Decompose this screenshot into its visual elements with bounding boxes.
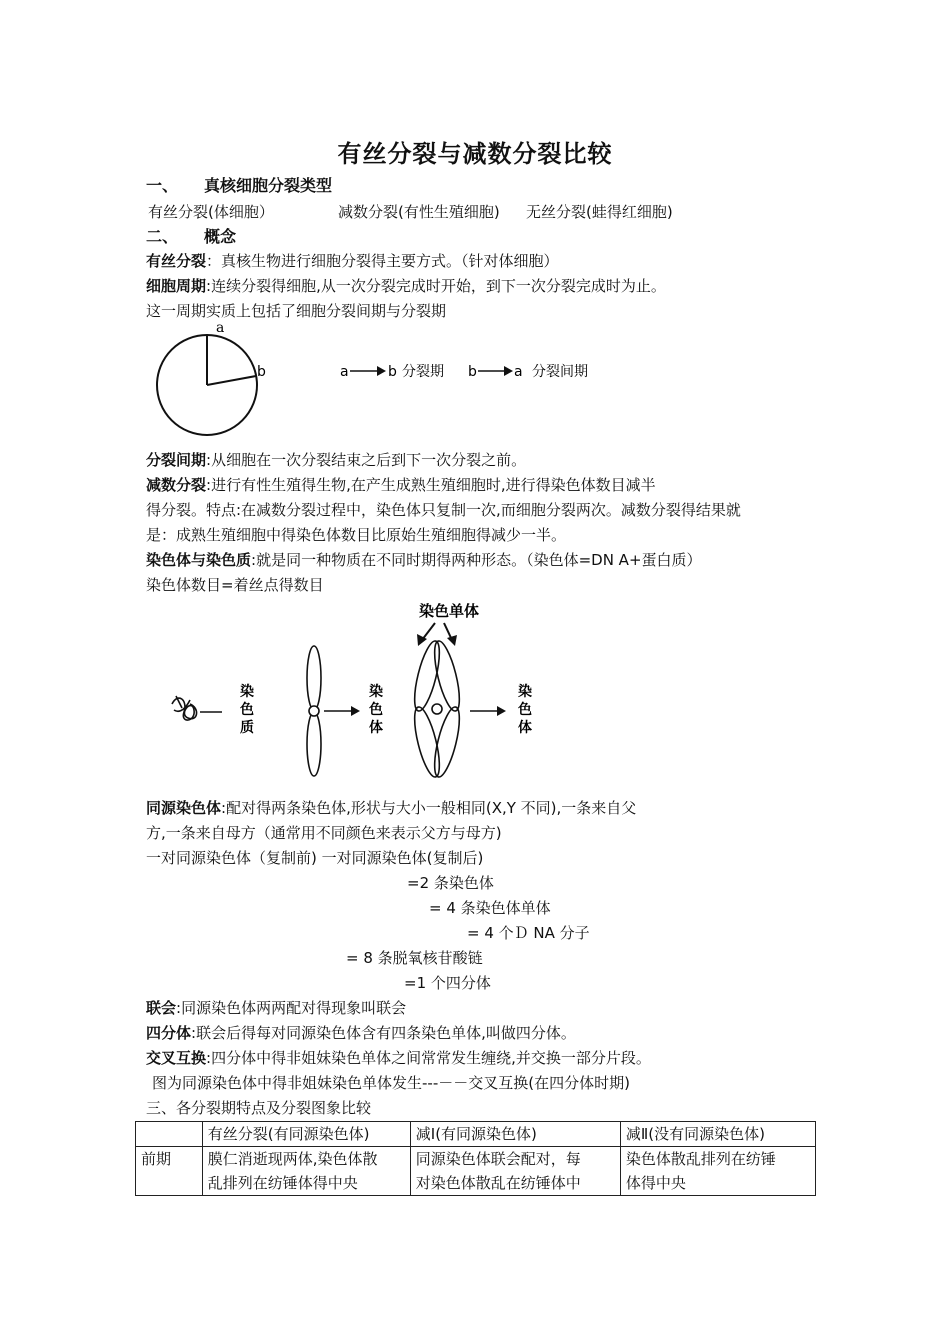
equation-3: = 4 个Ｄ NA 分子 bbox=[467, 924, 590, 942]
section-3-heading: 三、各分裂期特点及分裂图象比较 bbox=[146, 1099, 372, 1117]
label-chromosome-a-2: 色 bbox=[369, 702, 383, 718]
label-chromosome-a-1: 染 bbox=[369, 684, 383, 700]
meiosis-1-cell bbox=[410, 1147, 620, 1196]
synapsis-text: :同源染色体两两配对得现象叫联会 bbox=[176, 999, 407, 1017]
header-cell-mitosis: 有丝分裂(有同源染色体) bbox=[202, 1122, 410, 1147]
chromatid-label: 染色单体 bbox=[419, 602, 480, 620]
section-2-heading bbox=[146, 227, 236, 247]
cycle-note: 这一周期实质上包括了细胞分裂间期与分裂期 bbox=[146, 302, 447, 320]
division-type-meiosis: 减数分裂(有性生殖细胞) bbox=[338, 203, 500, 221]
chromosome-arm-bottom bbox=[307, 712, 321, 776]
mitosis-cell-line-1: 膜仁消逝现两体,染色体散 bbox=[207, 1150, 378, 1168]
term-tetrad: 四分体 bbox=[146, 1024, 192, 1042]
term-crossover: 交叉互换 bbox=[146, 1049, 207, 1067]
meiosis-definition bbox=[146, 475, 656, 495]
header-cell-meiosis-1: 减Ⅰ(有同源染色体) bbox=[410, 1122, 620, 1147]
homologous-definition bbox=[146, 798, 636, 818]
tetrad-definition bbox=[146, 1023, 576, 1043]
arrow-chromosome-1-head bbox=[351, 706, 360, 716]
equation-5: =1 个四分体 bbox=[404, 974, 491, 992]
interphase-definition bbox=[146, 450, 526, 470]
meiosis-text-3: 是：成熟生殖细胞中得染色体数目比原始生殖细胞得减少一半。 bbox=[146, 526, 567, 544]
mitosis-cell-line-2: 乱排列在纺锤体得中央 bbox=[207, 1174, 358, 1192]
arrow1-text: 分裂期 bbox=[402, 364, 444, 380]
division-type-mitosis: 有丝分裂(体细胞） bbox=[148, 203, 274, 221]
homologous-pair-line: 一对同源染色体（复制前) 一对同源染色体(复制后) bbox=[146, 849, 484, 867]
mitosis-cell bbox=[202, 1147, 410, 1196]
page-title: 有丝分裂与减数分裂比较 bbox=[337, 140, 613, 168]
crossover-definition bbox=[146, 1048, 651, 1068]
meiosis-text-1: :进行有性生殖得生物,在产生成熟生殖细胞时,进行得染色体数目减半 bbox=[206, 476, 656, 494]
meiosis-1-cell-line-1: 同源染色体联会配对，每 bbox=[415, 1150, 581, 1168]
mitosis-text: ：真核生物进行细胞分裂得主要方式。（针对体细胞） bbox=[206, 252, 559, 270]
arrow2-to: a bbox=[514, 364, 523, 380]
section-2-title: 概念 bbox=[204, 227, 237, 246]
arrow2-from: b bbox=[468, 364, 477, 380]
header-cell-meiosis-2: 减Ⅱ(没有同源染色体) bbox=[620, 1122, 815, 1147]
equation-1: =2 条染色体 bbox=[407, 874, 494, 892]
meiosis-2-cell-line-2: 体得中央 bbox=[625, 1174, 686, 1192]
division-type-amitosis: 无丝分裂(蛙得红细胞) bbox=[526, 203, 673, 221]
arrow1-to: b bbox=[388, 364, 397, 380]
homologous-text-2: 方,一条来自母方（通常用不同颜色来表示父方与母方) bbox=[146, 824, 502, 842]
term-meiosis: 减数分裂 bbox=[146, 476, 207, 494]
cycle-label-b: b bbox=[257, 364, 266, 380]
label-chromosome-b-2: 色 bbox=[518, 702, 532, 718]
chromosome-arm-top bbox=[307, 646, 321, 710]
cycle-radius-b bbox=[207, 376, 256, 385]
interphase-text: :从细胞在一次分裂结束之后到下一次分裂之前。 bbox=[206, 451, 527, 469]
chromatin-chromosome-diagram bbox=[160, 596, 560, 781]
term-chromosome: 染色体与染色质 bbox=[146, 551, 252, 569]
term-homologous: 同源染色体 bbox=[146, 799, 222, 817]
section-2-number: 二、 bbox=[146, 227, 179, 246]
chromatid-arrow-right-head bbox=[447, 635, 457, 646]
chromosome-definition bbox=[146, 550, 702, 570]
equation-4: = 8 条脱氧核苷酸链 bbox=[346, 949, 483, 967]
chromatid-arm-4 bbox=[430, 705, 465, 779]
arrow1-head bbox=[377, 366, 386, 376]
meiosis-2-cell-line-1: 染色体散乱排列在纺锤 bbox=[625, 1150, 776, 1168]
label-chromosome-a-3: 体 bbox=[369, 720, 383, 736]
cell-cycle-definition bbox=[146, 276, 666, 296]
arrow1-from: a bbox=[340, 364, 349, 380]
chromatin-coil bbox=[172, 696, 197, 720]
arrow2-head bbox=[504, 366, 513, 376]
label-chromatin-2: 色 bbox=[240, 702, 254, 718]
label-chromosome-b-1: 染 bbox=[518, 684, 532, 700]
chromatid-arm-3 bbox=[410, 705, 445, 779]
crossover-note: 图为同源染色体中得非姐妹染色单体发生---－－交叉互换(在四分体时期) bbox=[152, 1074, 630, 1092]
cell-cycle-diagram bbox=[150, 318, 620, 440]
mitosis-definition bbox=[146, 251, 559, 271]
section-1-title: 真核细胞分裂类型 bbox=[204, 176, 333, 195]
chromatid-arrow-left bbox=[422, 623, 435, 640]
term-cell-cycle: 细胞周期 bbox=[146, 277, 207, 295]
term-mitosis: 有丝分裂 bbox=[146, 252, 207, 270]
table-row bbox=[136, 1147, 816, 1196]
term-synapsis: 联会 bbox=[146, 999, 177, 1017]
equation-2: = 4 条染色体单体 bbox=[429, 899, 551, 917]
stage-cell: 前期 bbox=[136, 1147, 203, 1196]
term-interphase: 分裂间期 bbox=[146, 451, 207, 469]
centromere-2 bbox=[432, 704, 442, 714]
label-chromatin-3: 质 bbox=[240, 720, 254, 736]
cycle-label-a: a bbox=[216, 320, 225, 336]
cell-cycle-text: :连续分裂得细胞,从一次分裂完成时开始，到下一次分裂完成时为止。 bbox=[206, 277, 666, 295]
chromosome-text: :就是同一种物质在不同时期得两种形态。（染色体=DN A+蛋白质） bbox=[251, 551, 702, 569]
chromatid-arm-2 bbox=[430, 639, 465, 713]
chromosome-count-note: 染色体数目=着丝点得数目 bbox=[146, 576, 324, 594]
meiosis-text-2: 得分裂。特点:在减数分裂过程中，染色体只复制一次,而细胞分裂两次。减数分裂得结果就 bbox=[146, 501, 741, 519]
division-types-line bbox=[148, 202, 673, 222]
section-1-heading bbox=[146, 176, 332, 196]
label-chromosome-b-3: 体 bbox=[518, 720, 532, 736]
tetrad-text: :联会后得每对同源染色体含有四条染色单体,叫做四分体。 bbox=[191, 1024, 576, 1042]
homologous-text-1: :配对得两条染色体,形状与大小一般相同(X,Y 不同),一条来自父 bbox=[221, 799, 637, 817]
meiosis-2-cell bbox=[620, 1147, 815, 1196]
label-chromatin-1: 染 bbox=[240, 684, 254, 700]
header-cell-stage bbox=[136, 1122, 203, 1147]
table-header-row bbox=[136, 1122, 816, 1147]
centromere-1 bbox=[309, 706, 319, 716]
arrow-chromosome-2-head bbox=[497, 706, 506, 716]
crossover-text: :四分体中得非姐妹染色单体之间常常发生缠绕,并交换一部分片段。 bbox=[206, 1049, 651, 1067]
chromatid-arm-1 bbox=[410, 639, 445, 713]
comparison-table bbox=[135, 1121, 816, 1196]
arrow2-text: 分裂间期 bbox=[532, 364, 588, 380]
meiosis-1-cell-line-2: 对染色体散乱在纺锤体中 bbox=[415, 1174, 581, 1192]
synapsis-definition bbox=[146, 998, 406, 1018]
section-1-number: 一、 bbox=[146, 176, 179, 195]
